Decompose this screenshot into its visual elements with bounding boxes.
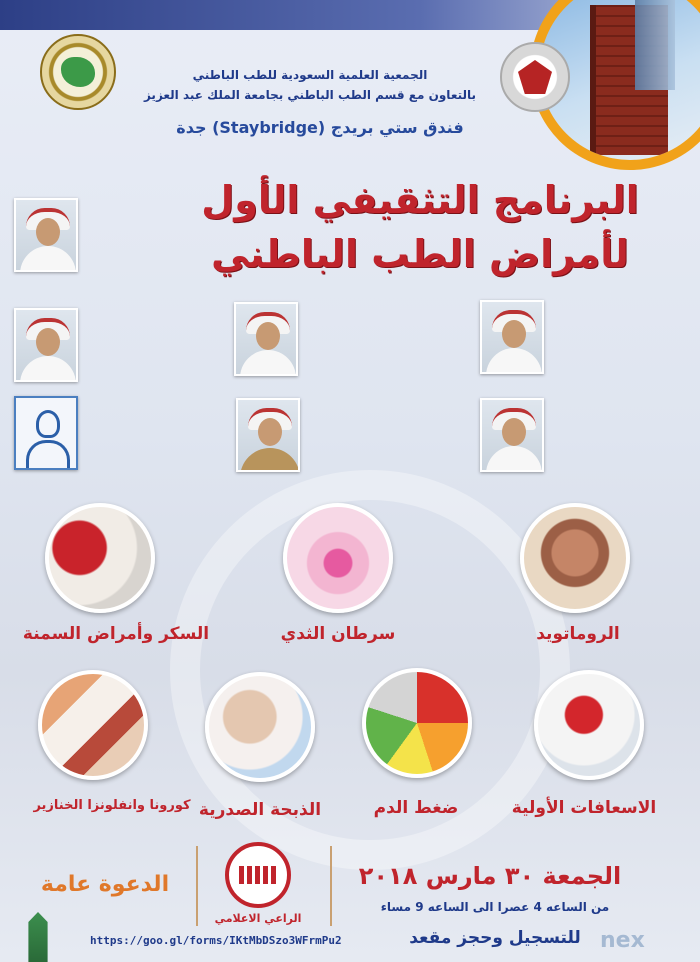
topic-first-aid: الاسعافات الأولية [511, 798, 657, 818]
first-aid-kit-photo [534, 670, 644, 780]
rheumatoid-hands-photo [520, 503, 630, 613]
corona-flu-photo [38, 670, 148, 780]
registration-link[interactable]: https://goo.gl/forms/IKtMbDSzo3WFrmPu2 [90, 934, 342, 947]
speaker-photo [480, 300, 544, 374]
angina-photo [205, 672, 315, 782]
speaker-photo [14, 308, 78, 382]
program-title-line2: لأمراض الطب الباطني [211, 232, 629, 276]
public-invite-text: الدعوة عامة [40, 872, 170, 897]
program-title-line1: البرنامج التثقيفي الأول [201, 178, 639, 222]
media-sponsor-label: الراعي الاعلامي [214, 912, 302, 925]
blood-pressure-gauge-photo [362, 668, 472, 778]
event-date: الجمعة ٣٠ مارس ٢٠١٨ [358, 862, 622, 890]
female-speaker-icon [14, 396, 78, 470]
register-text: للتسجيل وحجز مقعد [409, 928, 581, 948]
speaker-photo [236, 398, 300, 472]
event-time: من الساعه 4 عصرا الى الساعه 9 مساء [380, 900, 610, 914]
breast-cancer-photo [283, 503, 393, 613]
speaker-card [14, 396, 204, 476]
speaker-card [234, 302, 424, 382]
collaboration-line: بالتعاون مع قسم الطب الباطني بجامعة الملك عبد العزيز [143, 88, 477, 102]
topic-diabetes-obesity: السكر وأمراض السمنة [22, 624, 210, 644]
topic-rheumatoid: الروماتويد [536, 624, 620, 644]
topic-blood-pressure: ضغط الدم [373, 798, 459, 818]
speaker-card [14, 198, 204, 278]
speaker-card [236, 398, 426, 478]
venue-line: فندق ستي بريدج (Staybridge) جدة [176, 118, 464, 137]
speaker-card [14, 308, 204, 388]
speaker-photo [480, 398, 544, 472]
footer-divider [196, 846, 198, 926]
diabetes-obesity-photo [45, 503, 155, 613]
topic-angina: الذبحة الصدرية [198, 800, 322, 820]
university-tower-logo [22, 912, 54, 962]
topic-corona-flu: كورونا وانفلونزا الخنازير [33, 798, 191, 813]
speaker-card [480, 300, 670, 380]
university-logo [500, 42, 570, 112]
organizer-line: الجمعية العلمية السعودية للطب الباطني [192, 68, 428, 82]
saudi-society-logo [40, 34, 116, 110]
media-sponsor-logo [225, 842, 291, 908]
topic-breast-cancer: سرطان الثدي [280, 624, 396, 644]
speaker-card [480, 398, 670, 478]
speaker-photo [234, 302, 298, 376]
speaker-photo [14, 198, 78, 272]
watermark: nex [600, 928, 645, 953]
